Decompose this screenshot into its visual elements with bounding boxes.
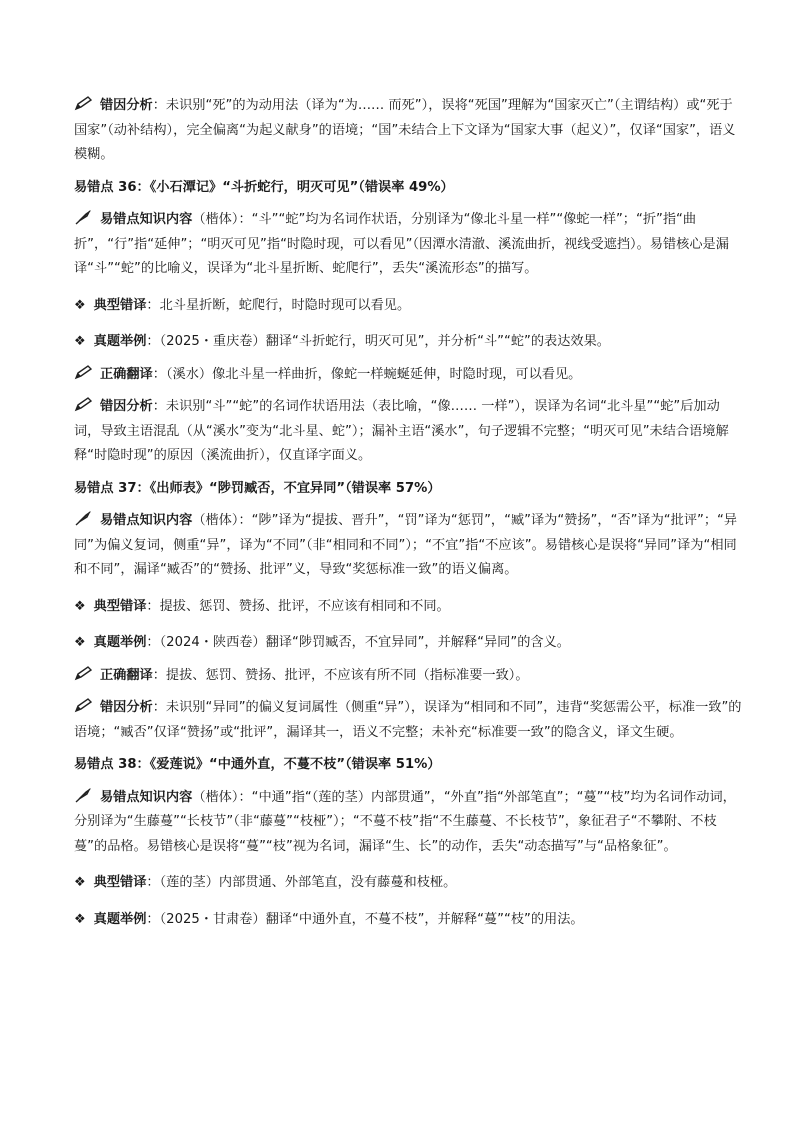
knowledge-content-paragraph: 易错点知识内容（楷体）：“陟”译为“提拔、晋升”，“罚”译为“惩罚”，“臧”译为“赞扬”，“否”译为“批评”；“异同”为偏义复词，侧重“异”，译为“不同”（非“相同和不同”）；“不宜”指“不应该”。易错核心是误将“异同”译为“相同和不同”，漏译“臧否”的“赞扬、批评”义，导致“奖惩标准一致”的语义偏离。 — [74, 513, 738, 577]
knowledge-content-paragraph: 易错点知识内容（楷体）：“斗”“蛇”均为名词作状语，分别译为“像北斗星一样”“像蛇一样”；“折”指“曲折”，“行”指“延伸”；“明灭可见”指“时隐时现，可以看见”（因潭水清澈、溪流曲折，视线受遮挡）。易错核心是漏译“斗”“蛇”的比喻义，误译为“北斗星折断、蛇爬行”，丢失“溪流形态”的描写。 — [74, 212, 729, 276]
correct-translation-paragraph: 正确翻译：提拔、惩罚、赞扬、批评，不应该有所不同（指标准要一致）。 — [74, 664, 744, 689]
correct-translation-paragraph: 正确翻译：（溪水）像北斗星一样曲折，像蛇一样蜿蜒延伸，时隐时现，可以看见。 — [74, 363, 744, 388]
typical-error-paragraph: ❖ 典型错译：（莲的茎）内部贯通、外部笔直，没有藤蔓和枝桠。 — [74, 875, 457, 890]
pencil-icon — [74, 666, 94, 681]
section-heading-36: 易错点 36：《小石潭记》“斗折蛇行，明灭可见”（错误率 49%） — [74, 179, 454, 195]
pencil-icon — [74, 96, 94, 111]
feather-pen-icon — [74, 210, 94, 225]
diamond-bullet-icon: ❖ — [74, 875, 86, 890]
section-heading-38: 易错点 38：《爱莲说》“中通外直，不蔓不枝”（错误率 51%） — [74, 757, 441, 772]
section-heading-37: 易错点 37：《出师表》“陟罚臧否，不宜异同”（错误率 57%） — [74, 480, 441, 496]
error-analysis-paragraph: 错因分析：未识别“斗”“蛇”的名词作状语用法（表比喻，“像…… 一样”），误译为名词“北斗星”“蛇”后加动词，导致主语混乱（从“溪水”变为“北斗星、蛇”）；漏补主语“溪水”，句子逻辑不完整；“明灭可见”未结合语境解释“时隐时现”的原因（溪流曲折），仅直译字面义。 — [74, 399, 729, 463]
exam-example-paragraph: ❖ 真题举例：（2025・甘肃卷）翻译“中通外直，不蔓不枝”，并解释“蔓”“枝”的用法。 — [74, 911, 584, 927]
diamond-bullet-icon: ❖ — [74, 334, 86, 349]
feather-pen-icon — [74, 511, 94, 526]
diamond-bullet-icon: ❖ — [74, 598, 86, 614]
diamond-bullet-icon: ❖ — [74, 635, 86, 650]
diamond-bullet-icon: ❖ — [74, 911, 86, 927]
typical-error-paragraph: ❖ 典型错译：北斗星折断，蛇爬行，时隐时现可以看见。 — [74, 297, 411, 313]
document-page — [74, 94, 744, 932]
exam-example-paragraph: ❖ 真题举例：（2024・陕西卷）翻译“陟罚臧否，不宜异同”，并解释“异同”的含义。 — [74, 635, 570, 650]
typical-error-paragraph: ❖ 典型错译：提拔、惩罚、赞扬、批评，不应该有相同和不同。 — [74, 598, 450, 614]
pencil-icon — [74, 365, 94, 380]
feather-pen-icon — [74, 788, 94, 803]
error-analysis-paragraph: 错因分析：未识别“异同”的偏义复词属性（侧重“异”），误译为“相同和不同”，违背“奖惩需公平，标准一致”的语境；“臧否”仅译“赞扬”或“批评”，漏译其一，语义不完整；未补充“标准要一致”的隐含义，译文生硬。 — [74, 700, 742, 740]
error-analysis-paragraph: 错因分析：未识别“死”的为动用法（译为“为…… 而死”），误将“死国”理解为“国家灭亡”（主谓结构）或“死于国家”（动补结构），完全偏离“为起义献身”的语境；“国”未结合上下文译为“国家大事（起义）”，仅译“国家”，语义模糊。 — [74, 98, 736, 162]
pencil-icon — [74, 698, 94, 713]
pencil-icon — [74, 397, 94, 412]
diamond-bullet-icon: ❖ — [74, 297, 86, 313]
knowledge-content-paragraph: 易错点知识内容（楷体）：“中通”指“（莲的茎）内部贯通”，“外直”指“外部笔直”；“蔓”“枝”均为名词作动词，分别译为“生藤蔓”“长枝节”（非“藤蔓”“枝桠”）；“不蔓不枝”指“不生藤蔓、不长枝节”，象征君子“不攀附、不枝蔓”的品格。易错核心是误将“蔓”“枝”视为名词，漏译“生、长”的动作，丢失“动态描写”与“品格象征”。 — [74, 789, 736, 854]
exam-example-paragraph: ❖ 真题举例：（2025・重庆卷）翻译“斗折蛇行，明灭可见”，并分析“斗”“蛇”的表达效果。 — [74, 334, 610, 349]
